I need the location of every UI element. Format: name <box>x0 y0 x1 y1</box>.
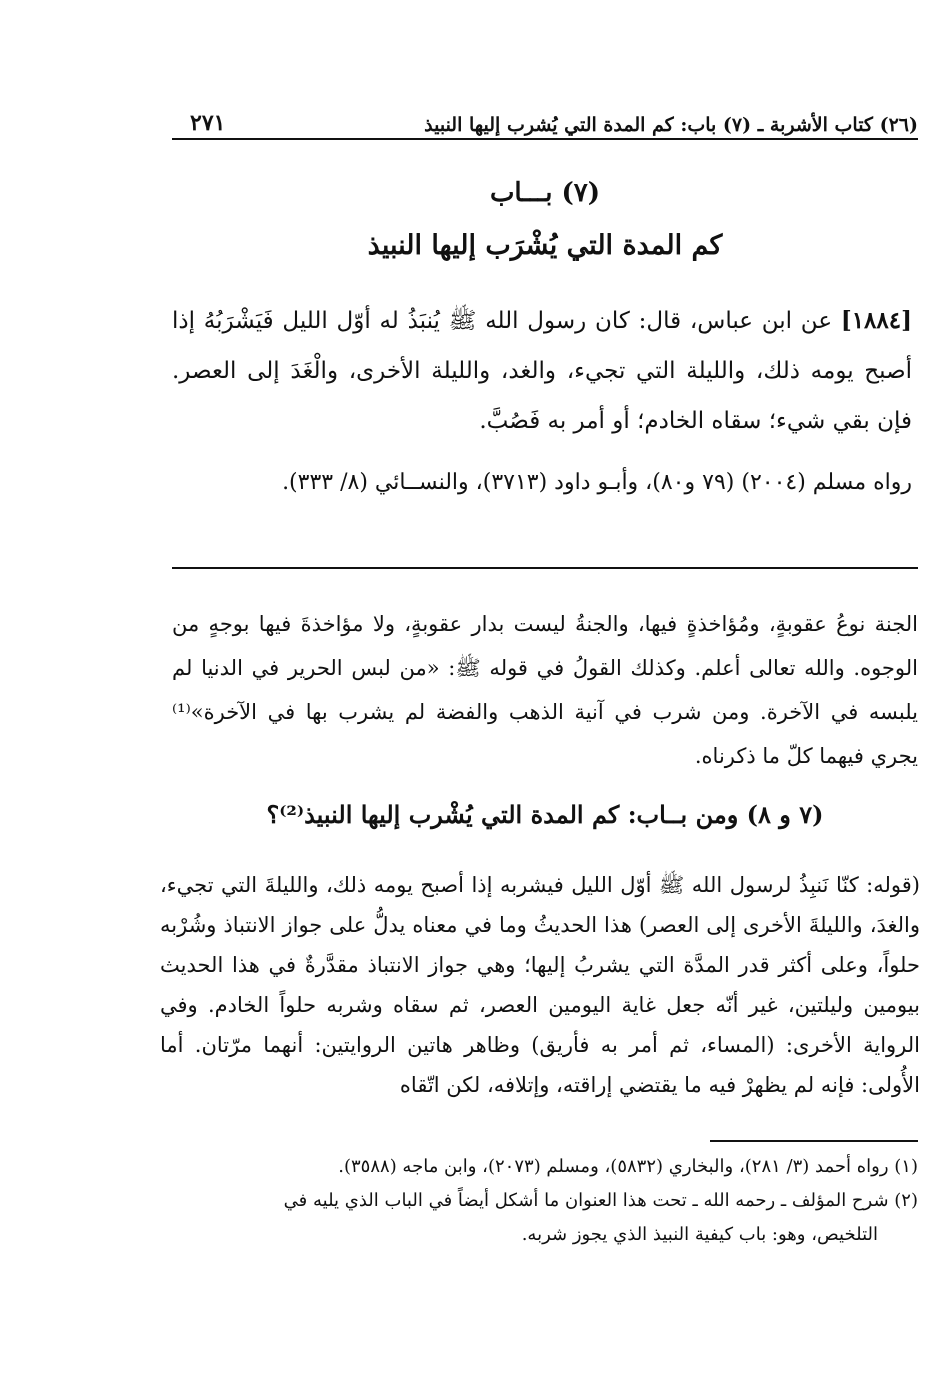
hadith-number: [١٨٨٤] <box>840 307 913 334</box>
running-title: (٢٦) كتاب الأشربة ـ (٧) باب: كم المدة التي يُشرب إليها النبيذ <box>424 114 918 136</box>
chapter-title: كم المدة التي يُشْرَب إليها النبيذ <box>367 230 723 261</box>
section-divider <box>172 567 918 569</box>
hadith-body: عن ابن عباس، قال: كان رسول الله ﷺ يُنبَذُ له أوّل الليل فَيَشْرَبُهُ إذا أصبح يومه ذلك، والليلة التي تجيء، والغد، والليلة الأخرى، والْغَدَ إلى العصر. فإن بقي شيء؛ سقاه الخادم؛ أو أمر به فَصُبَّ. <box>172 308 912 434</box>
page-header <box>172 104 918 140</box>
commentary-paragraph-2: (قوله: كنّا نَنبِذُ لرسول الله ﷺ أوّل الليل فيشربه إذا أصبح يومه ذلك، والليلةَ التي تجيء، والغدَ، والليلةَ الأخرى إلى العصر) هذا الحديثُ وما في معناه يدلُّ على جواز الانتباذ وشُرْبه حلواً، وعلى أكثر قدر المدَّة التي يشربُ إليها؛ وهي جواز الانتباذ مقدَّرةٌ في هذا الحديث بيومين وليلتين، غير أنّه جعل غاية اليومين العصر، ثم سقاه وشربه حلواً الخادم. وفي الرواية الأخرى: (المساء، ثم أمر به فأريق) وظاهر هاتين الروايتين: أنهما مرّتان. أما الأُولى: فإنه لم يظهرْ فيه ما يقتضي إراقته، وإتلافه، لكن اتّقاه <box>160 873 920 1097</box>
chapter-heading: (٧) بـــاب <box>489 178 601 208</box>
footnotes <box>172 1150 918 1252</box>
commentary-subheading: (٧ و ٨) ومن بــاب: كم المدة التي يُشْرب إليها النبيذ⁽²⁾؟ <box>266 800 824 829</box>
footnote-2: (٢) شرح المؤلف ـ رحمه الله ـ تحت هذا العنوان ما أشكل أيضاً في الباب الذي يليه في <box>283 1190 918 1211</box>
hadith-takhrij: رواه مسلم (٢٠٠٤) (٧٩ و٨٠)، وأبـو داود (٣٧١٣)، والنســائي (٨/ ٣٣٣). <box>282 470 912 495</box>
footnote-divider <box>710 1140 918 1142</box>
hadith-text <box>172 296 912 446</box>
commentary-paragraph-1: الجنة نوعُ عقوبةٍ، ومُؤاخذةٍ فيها، والجنةُ ليست بدار عقوبةٍ، ولا مؤاخذةَ فيها بوجهٍ من الوجوه. والله تعالى أعلم. وكذلك القولُ في قوله ﷺ: «من لبس الحرير في الدنيا لم يلبسه في الآخرة. ومن شرب في آنية الذهب والفضة لم يشرب بها في الآخرة»⁽¹⁾ يجري فيهما كلّ ما ذكرناه. <box>172 612 918 768</box>
page-number: ٢٧١ <box>190 110 226 136</box>
footnote-1: (١) رواه أحمد (٣/ ٢٨١)، والبخاري (٥٨٣٢)، ومسلم (٢٠٧٣)، وابن ماجه (٣٥٨٨). <box>338 1156 918 1177</box>
footnote-2-continued: التلخيص، وهو: باب كيفية النبيذ الذي يجوز شربه. <box>521 1224 878 1245</box>
